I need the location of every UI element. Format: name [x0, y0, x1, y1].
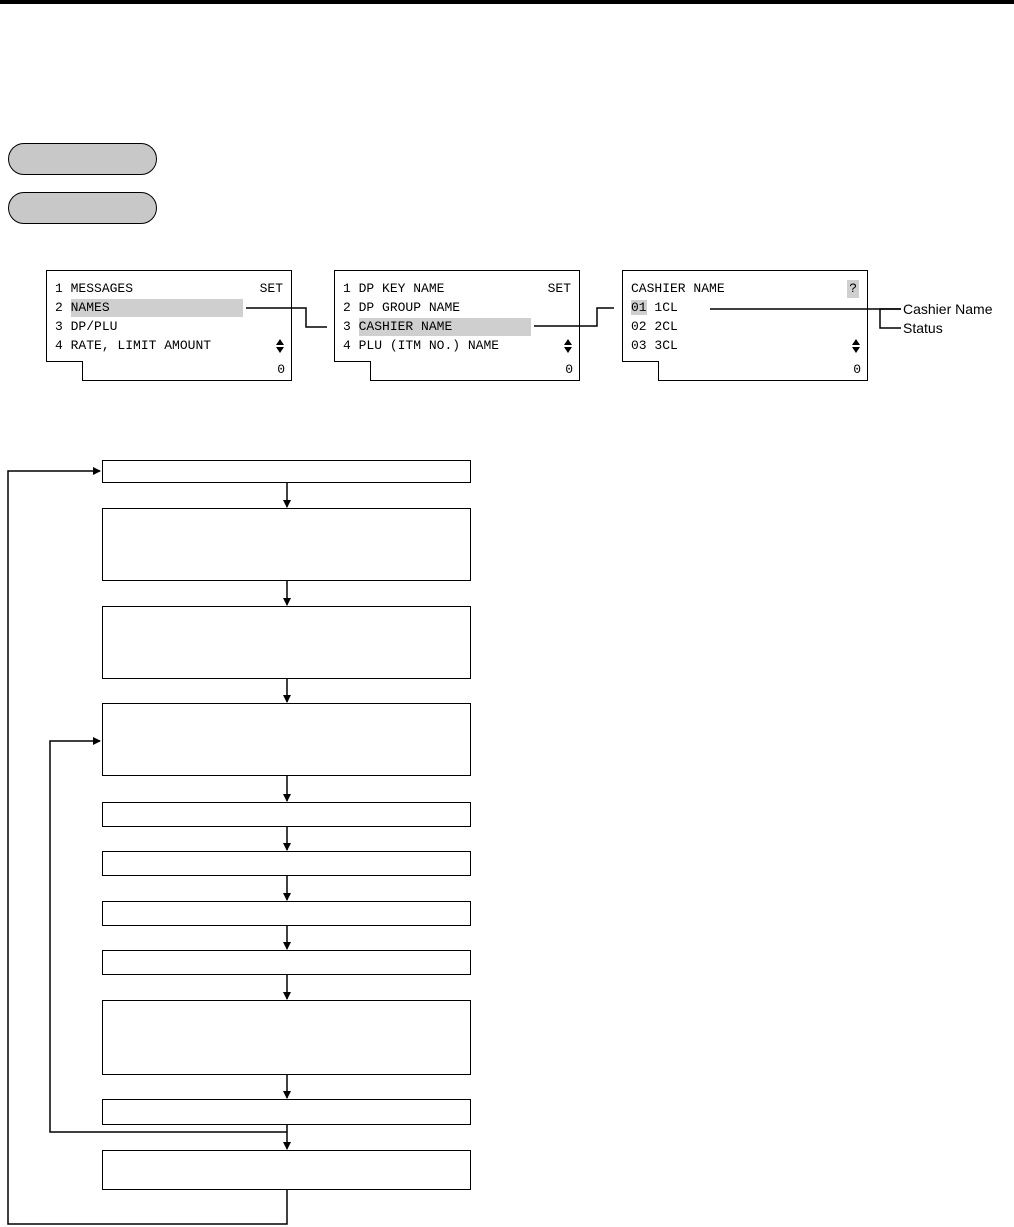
names-row-4: 4 PLU (ITM NO.) NAME [343, 338, 500, 353]
lcd-footer-1: 0 [82, 361, 292, 381]
menu-row-4: 4 RATE, LIMIT AMOUNT [55, 338, 212, 353]
set-label: SET [547, 281, 571, 296]
loop-arrow-inner [50, 741, 287, 1132]
connector-names-to-cashier [246, 308, 327, 327]
set-label: SET [259, 281, 283, 296]
cashier-screen-title: CASHIER NAME [631, 281, 725, 296]
lcd-footer-2: 0 [370, 361, 580, 381]
names-row-3: 3 CASHIER NAME [343, 318, 531, 336]
menu-row-1: 1 MESSAGES [55, 281, 134, 296]
callout-line-status [880, 309, 901, 328]
callout-status: Status [903, 320, 943, 336]
callout-cashier-name: Cashier Name [903, 301, 993, 317]
status-char: ? [849, 281, 857, 296]
lcd-footer-3: 0 [658, 361, 868, 381]
cashier-row-1: 01 1CL [631, 300, 678, 315]
cashier-row-2: 02 2CL [631, 319, 678, 334]
connector-cashier-to-screen [534, 308, 614, 326]
menu-row-2: 2 NAMES [55, 299, 243, 317]
cashier-row-3: 03 3CL [631, 338, 678, 353]
names-row-2: 2 DP GROUP NAME [343, 300, 461, 315]
menu-row-3: 3 DP/PLU [55, 319, 118, 334]
names-row-1: 1 DP KEY NAME [343, 281, 445, 296]
